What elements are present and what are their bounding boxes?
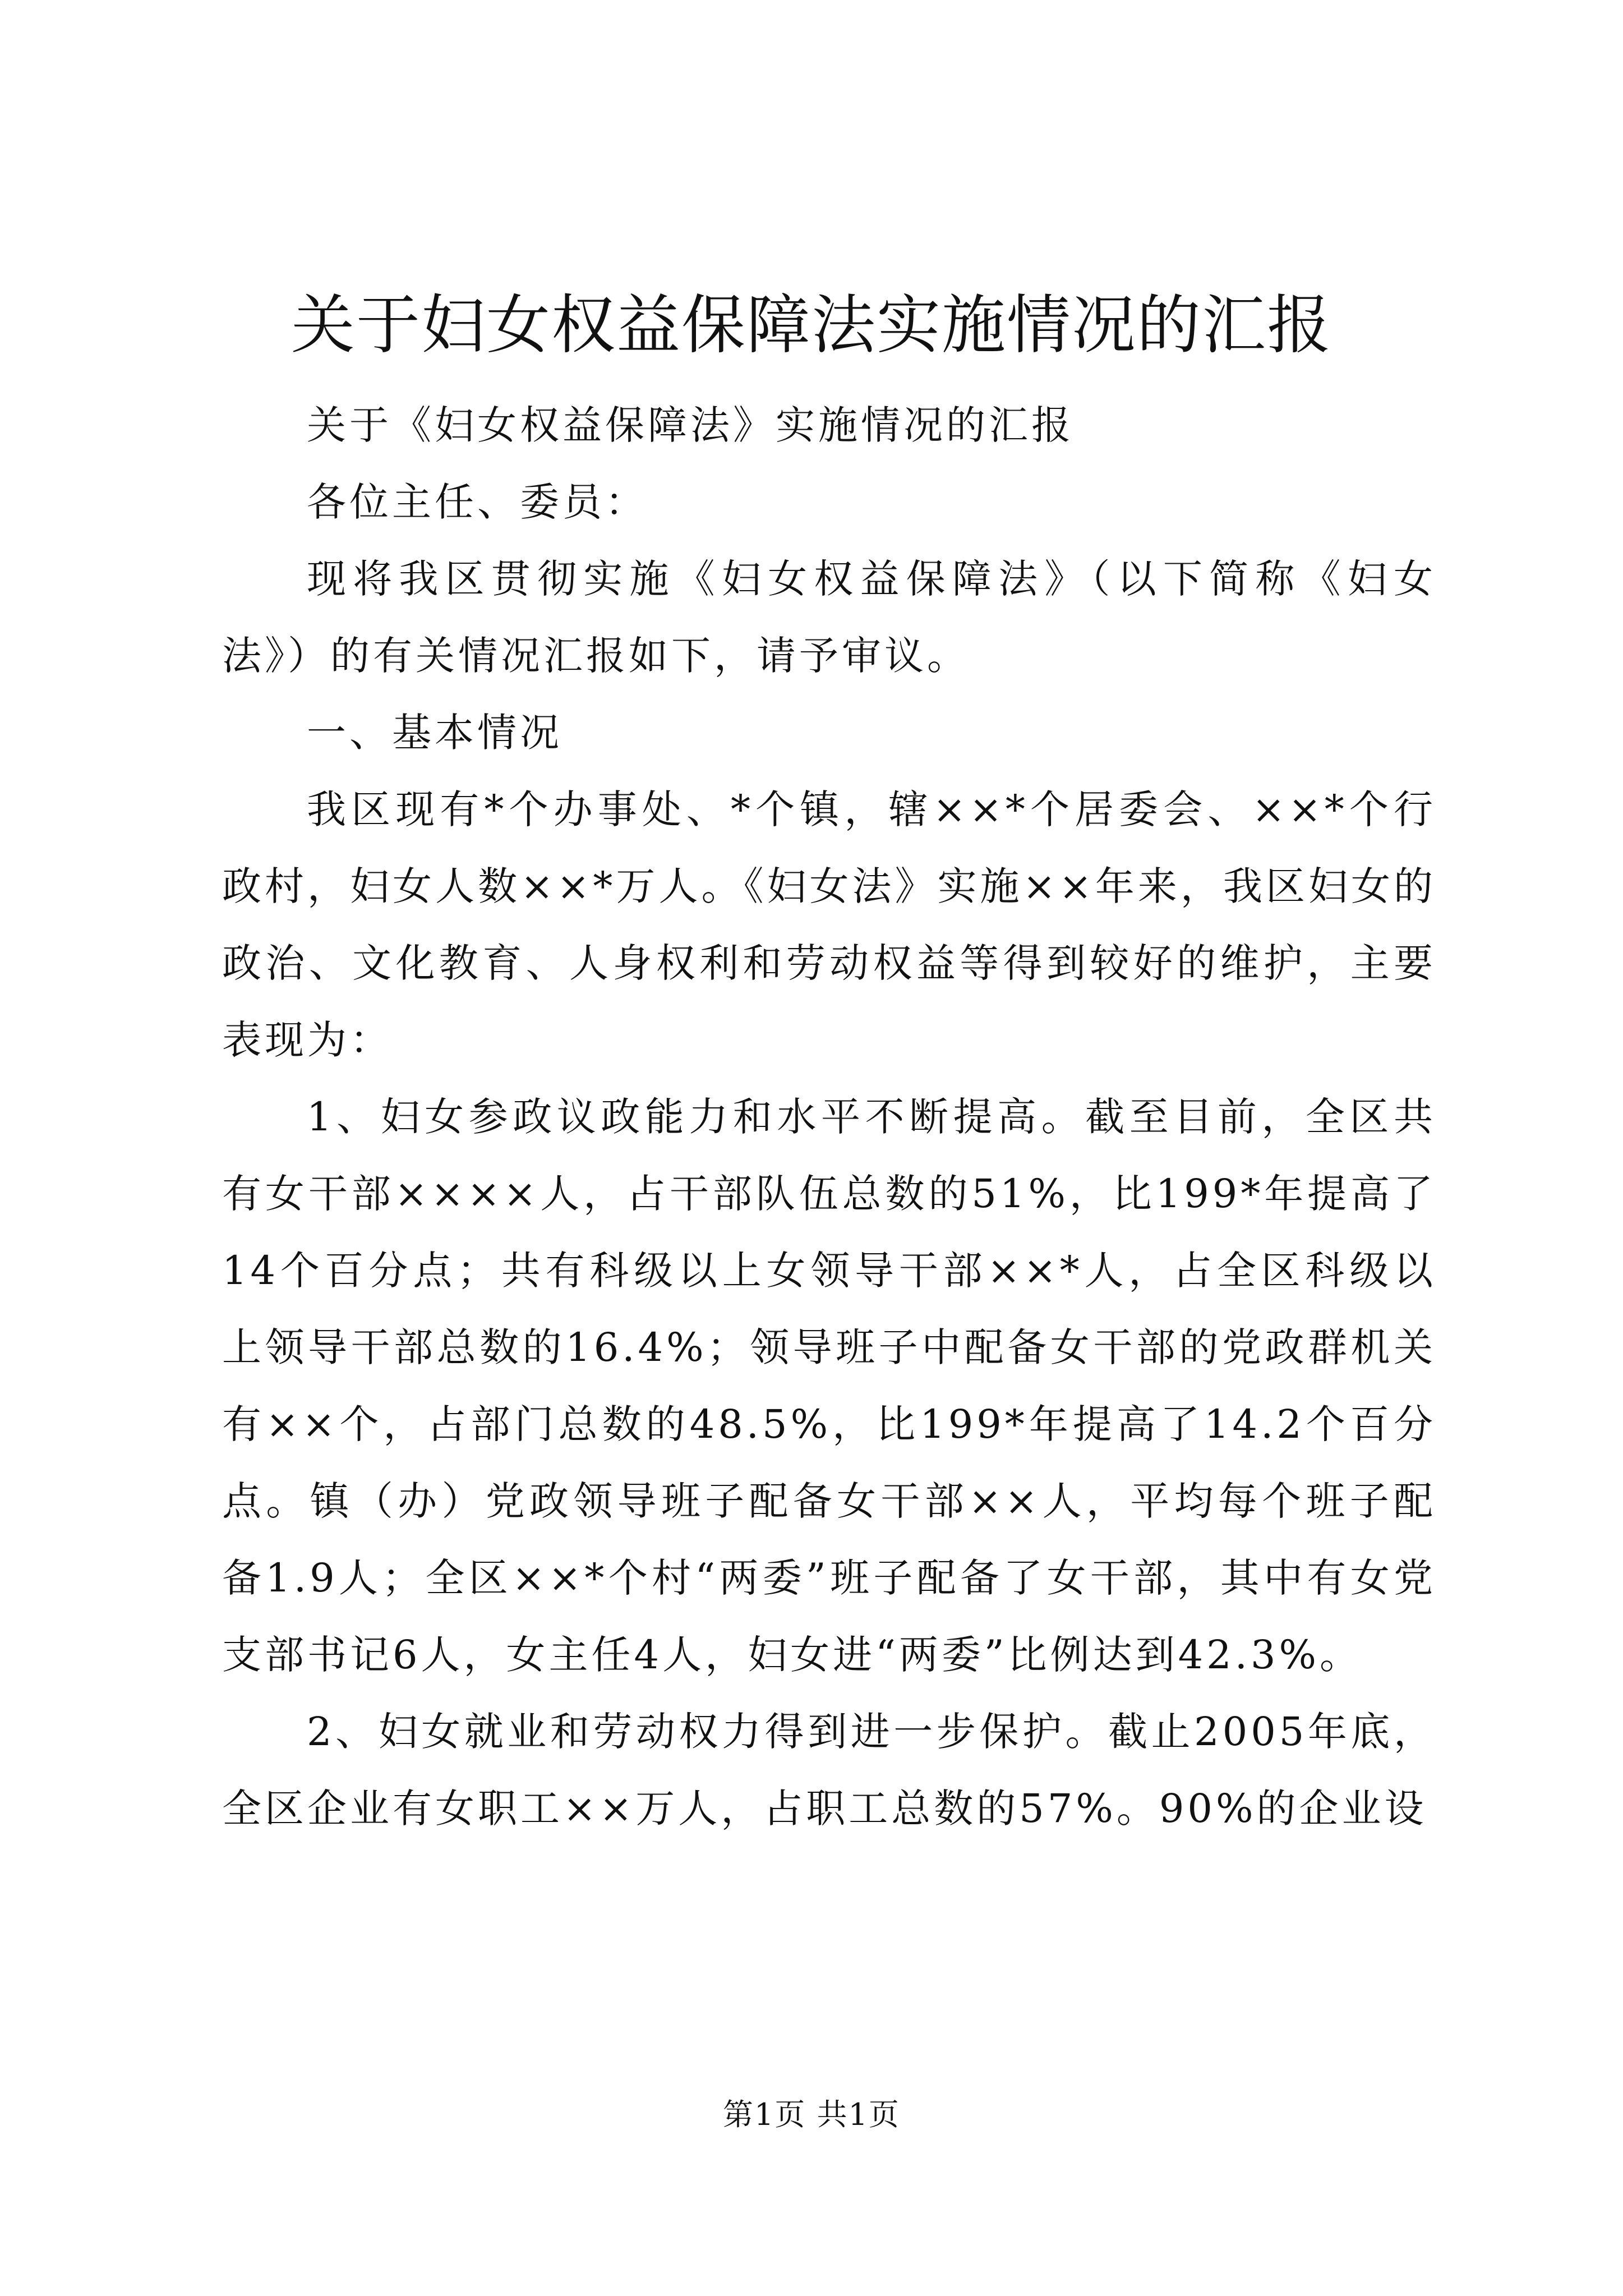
paragraph-salutation: 各位主任、委员： <box>307 479 648 525</box>
paragraph-intro: 现将我区贯彻实施《妇女权益保障法》（以下简称《妇女法》）的有关情况汇报如下，请予审议。 <box>222 556 1436 679</box>
paragraph-subtitle: 关于《妇女权益保障法》实施情况的汇报 <box>307 402 1074 448</box>
paragraph-point-1: 1、妇女参政议政能力和水平不断提高。截至目前，全区共有女干部××××人，占干部队伍总数的51%，比199*年提高了14个百分点；共有科级以上女领导干部××*人，占全区科级以上领导干部总数的16.4%；领导班子中配备女干部的党政群机关有××个，占部门总数的48.5%，比199*年提高了14.2个百分点。镇（办）党政领导班子配备女干部××人，平均每个班子配备1.9人；全区××*个村“两委”班子配备了女干部，其中有女党支部书记6人，女主任4人，妇女进“两委”比例达到42.3%。 <box>222 1094 1436 1678</box>
document-body <box>222 387 1436 1847</box>
document-title: 关于妇女权益保障法实施情况的汇报 <box>291 288 1332 362</box>
paragraph-overview: 我区现有*个办事处、*个镇，辖××*个居委会、××*个行政村，妇女人数××*万人。《妇女法》实施××年来，我区妇女的政治、文化教育、人身权利和劳动权益等得到较好的维护，主要表现为： <box>222 786 1436 1063</box>
page-footer: 第1页 共1页 <box>723 2097 900 2132</box>
paragraph-point-2: 2、妇女就业和劳动权力得到进一步保护。截止2005年底，全区企业有女职工××万人，占职工总数的57%。90%的企业设 <box>222 1709 1436 1832</box>
section-heading-basic-situation: 一、基本情况 <box>307 710 562 756</box>
